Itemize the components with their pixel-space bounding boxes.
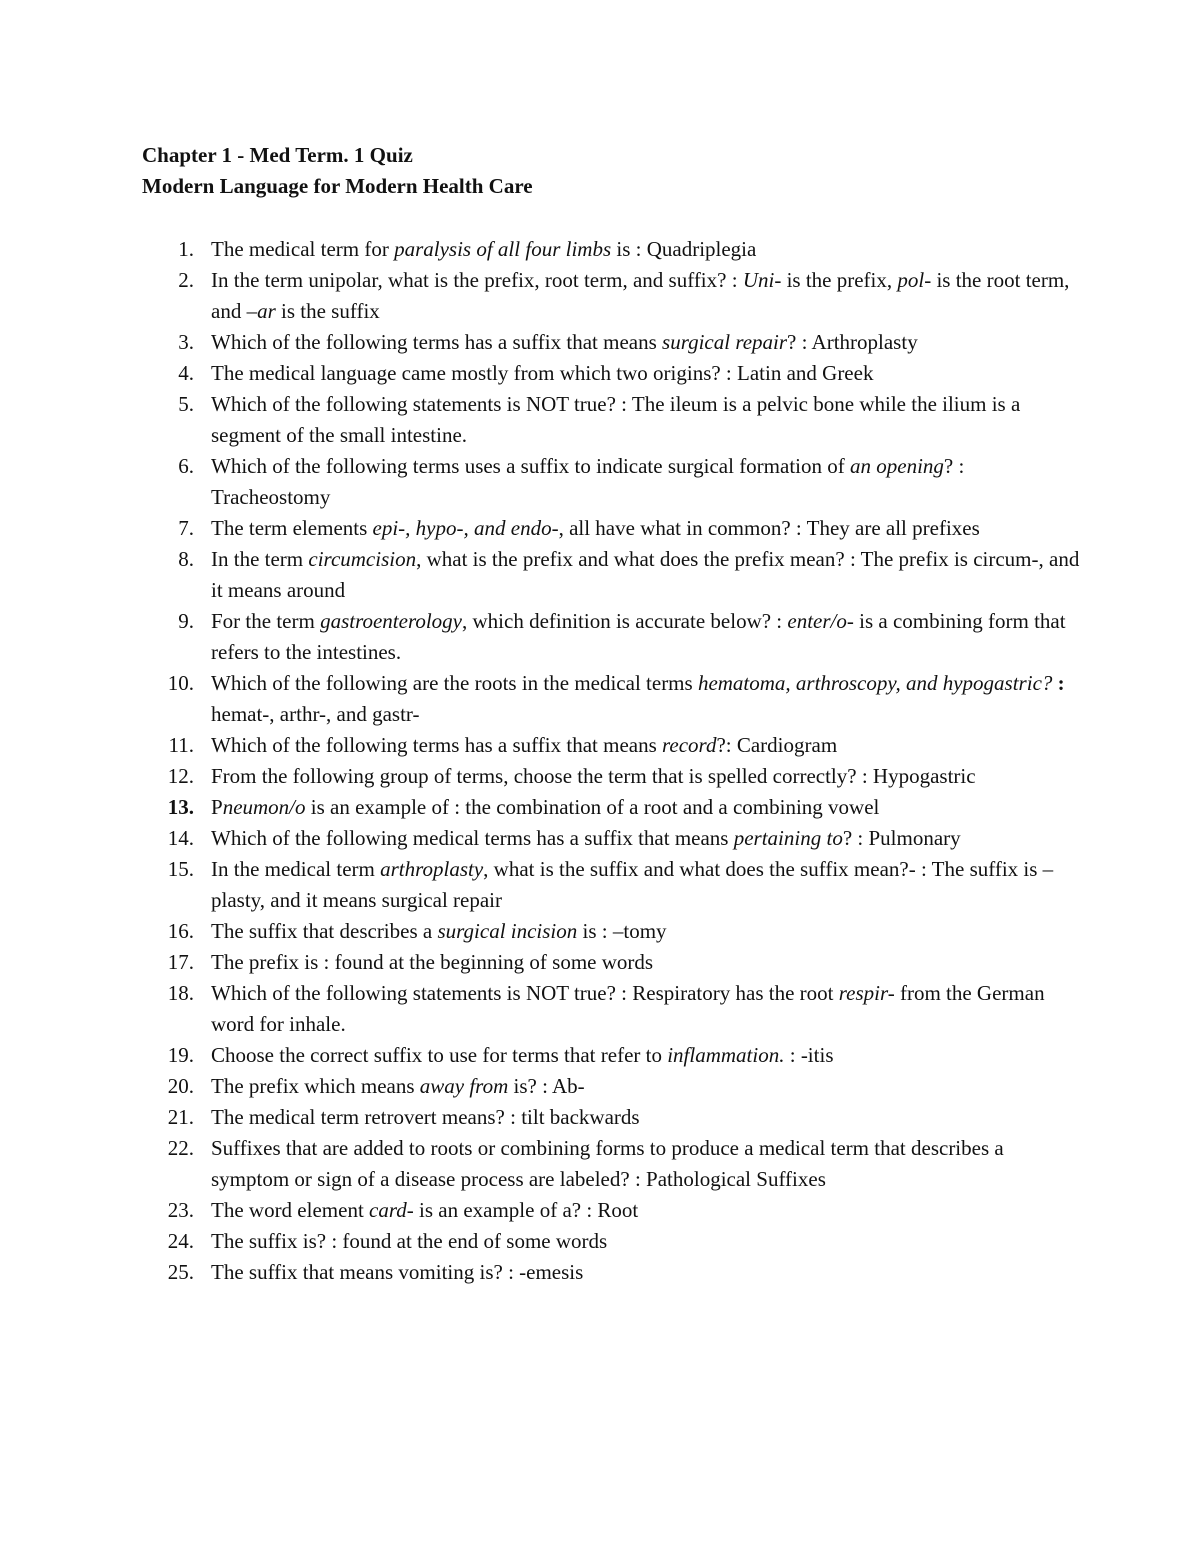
question-text: The medical term retrovert means? : tilt backwards (211, 1105, 640, 1129)
question-text: gastroenterology (320, 609, 462, 633)
question-text: Suffixes that are added to roots or combining forms to produce a medical term that describes a symptom or sign of a disease process are labeled? : Pathological Suffixes (211, 1136, 1004, 1191)
quiz-question (142, 358, 1082, 389)
question-text: from the German word for inhale. (211, 981, 1045, 1036)
question-text: inflammation. (667, 1043, 785, 1067)
page-subtitle: Modern Language for Modern Health Care (142, 174, 533, 198)
question-number: 6. (178, 454, 194, 478)
question-number: 10. (167, 671, 194, 695)
question-text: is the prefix, (781, 268, 898, 292)
question-text: The suffix that means vomiting is? : -emesis (211, 1260, 584, 1284)
quiz-question (142, 606, 1082, 668)
question-number: 23. (167, 1198, 194, 1222)
question-number: 1. (178, 237, 194, 261)
question-text: Which of the following terms uses a suffix to indicate surgical formation of (211, 454, 850, 478)
question-number: 25. (167, 1260, 194, 1284)
question-text: From the following group of terms, choose the term that is spelled correctly? : Hypogastric (211, 764, 976, 788)
question-number: 8. (178, 547, 194, 571)
question-text: The suffix that describes a (211, 919, 438, 943)
quiz-question (142, 761, 1082, 792)
question-number: 22. (167, 1136, 194, 1160)
quiz-question (142, 234, 1082, 265)
quiz-question (142, 1040, 1082, 1071)
question-number: 12. (167, 764, 194, 788)
question-text: : (1057, 671, 1065, 695)
question-text: The term elements (211, 516, 373, 540)
question-text: is the suffix (275, 299, 380, 323)
question-text: record (662, 733, 717, 757)
page-title: Chapter 1 - Med Term. 1 Quiz (142, 143, 413, 167)
quiz-question (142, 823, 1082, 854)
question-text: –ar (246, 299, 276, 323)
question-text: ? : Tracheostomy (211, 454, 965, 509)
quiz-question (142, 978, 1082, 1040)
question-number: 17. (167, 950, 194, 974)
question-number: 21. (167, 1105, 194, 1129)
quiz-question (142, 668, 1082, 730)
quiz-question (142, 327, 1082, 358)
quiz-question (142, 1102, 1082, 1133)
question-text: an opening (850, 454, 944, 478)
question-text: ? : Pulmonary (842, 826, 961, 850)
question-text: is : –tomy (577, 919, 667, 943)
question-number: 24. (167, 1229, 194, 1253)
question-text: The suffix is? : found at the end of some words (211, 1229, 608, 1253)
quiz-question (142, 513, 1082, 544)
quiz-question (142, 451, 1082, 513)
question-text: The medical language came mostly from which two origins? : Latin and Greek (211, 361, 874, 385)
question-text: In the medical term (211, 857, 381, 881)
question-number: 14. (167, 826, 194, 850)
question-text: , what is the prefix and what does the prefix mean? : The prefix is circum-, and it means around (211, 547, 1080, 602)
question-number: 11. (168, 733, 194, 757)
question-text: For the term (211, 609, 321, 633)
question-text: card- (369, 1198, 414, 1222)
quiz-question (142, 389, 1082, 451)
quiz-question (142, 1257, 1082, 1288)
question-number: 13. (167, 795, 194, 819)
question-text: ? : Arthroplasty (787, 330, 918, 354)
question-text: enter/o- (787, 609, 854, 633)
question-text: , what is the suffix and what does the suffix mean?- : The suffix is –plasty, and it means surgical repair (211, 857, 1054, 912)
quiz-question (142, 1071, 1082, 1102)
question-text: Which of the following terms has a suffix that means (211, 733, 663, 757)
quiz-question (142, 265, 1082, 327)
question-text: P (211, 795, 223, 819)
question-text: Which of the following are the roots in the medical terms (211, 671, 698, 695)
quiz-question (142, 544, 1082, 606)
question-number: 16. (167, 919, 194, 943)
question-text: hemat-, arthr-, and gastr- (211, 702, 420, 726)
question-text: is? : Ab- (508, 1074, 585, 1098)
question-text: In the term (211, 547, 309, 571)
question-text: neumon/o (222, 795, 306, 819)
question-number: 3. (178, 330, 194, 354)
question-text: In the term unipolar, what is the prefix, root term, and suffix? : (211, 268, 743, 292)
quiz-question (142, 792, 1082, 823)
question-text: paralysis of all four limbs (394, 237, 612, 261)
question-number: 9. (178, 609, 194, 633)
question-number: 4. (178, 361, 194, 385)
question-text: Choose the correct suffix to use for terms that refer to (211, 1043, 668, 1067)
question-text: circumcision (308, 547, 417, 571)
question-text: The medical term for (211, 237, 395, 261)
question-text: Uni- (742, 268, 782, 292)
question-text: ?: Cardiogram (716, 733, 838, 757)
quiz-question (142, 916, 1082, 947)
quiz-question-list (142, 234, 1082, 1288)
quiz-question (142, 1195, 1082, 1226)
question-text: : -itis (784, 1043, 834, 1067)
question-text: The word element (211, 1198, 370, 1222)
quiz-question (142, 947, 1082, 978)
question-text: The prefix which means (211, 1074, 420, 1098)
question-text: is : Quadriplegia (611, 237, 757, 261)
question-text: respir- (838, 981, 895, 1005)
question-text: epi-, hypo-, and endo- (372, 516, 559, 540)
question-text: hematoma, arthroscopy, and hypogastric? (697, 671, 1058, 695)
question-text: is an example of : the combination of a root and a combining vowel (305, 795, 880, 819)
question-number: 5. (178, 392, 194, 416)
question-number: 19. (167, 1043, 194, 1067)
question-text: pol- (897, 268, 932, 292)
question-text: arthroplasty (380, 857, 484, 881)
question-text: surgical incision (437, 919, 578, 943)
question-number: 20. (167, 1074, 194, 1098)
quiz-question (142, 1226, 1082, 1257)
question-text: The prefix is : found at the beginning of some words (211, 950, 654, 974)
question-number: 7. (178, 516, 194, 540)
question-text: , which definition is accurate below? : (462, 609, 788, 633)
question-text: is a combining form that refers to the intestines. (211, 609, 1066, 664)
question-text: , all have what in common? : They are all prefixes (558, 516, 980, 540)
question-text: is the root term, and (211, 268, 1070, 323)
quiz-question (142, 854, 1082, 916)
question-text: surgical repair (662, 330, 788, 354)
question-number: 2. (178, 268, 194, 292)
question-text: is an example of a? : Root (413, 1198, 639, 1222)
question-number: 18. (167, 981, 194, 1005)
question-number: 15. (167, 857, 194, 881)
title-block (142, 140, 1092, 202)
question-text: Which of the following statements is NOT true? : The ileum is a pelvic bone while the ilium is a segment of the small intestine. (211, 392, 1021, 447)
question-text: Which of the following statements is NOT true? : Respiratory has the root (211, 981, 839, 1005)
question-text: away from (419, 1074, 509, 1098)
question-text: Which of the following terms has a suffix that means (211, 330, 663, 354)
quiz-question (142, 730, 1082, 761)
quiz-question (142, 1133, 1082, 1195)
question-text: Which of the following medical terms has a suffix that means (211, 826, 734, 850)
question-text: pertaining to (733, 826, 843, 850)
